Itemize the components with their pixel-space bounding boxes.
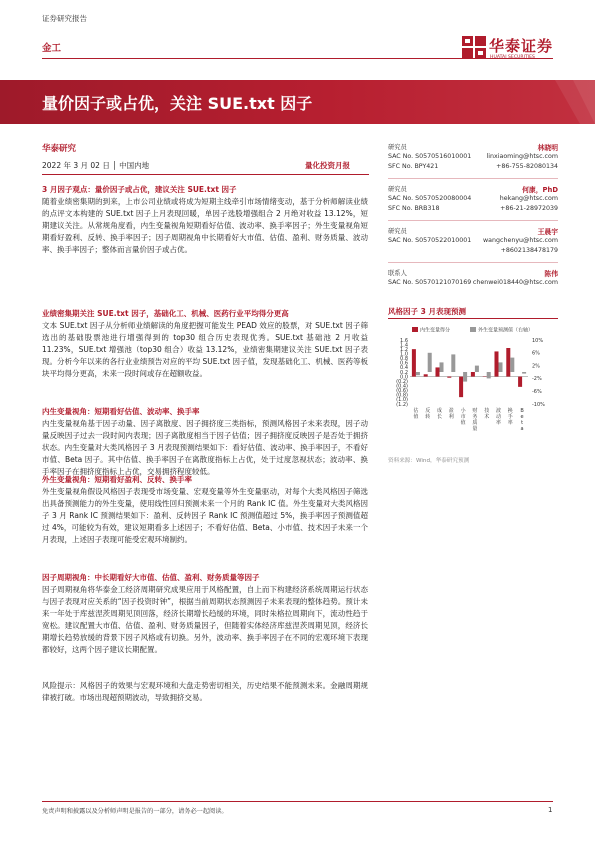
- research-org: 华泰研究: [42, 144, 77, 154]
- right-axis-tick-label: -10%: [532, 401, 545, 408]
- logo-mark-icon: [462, 36, 486, 58]
- bar-exogenous-forecast: [463, 372, 467, 382]
- analyst-sac: SAC No. S0570121070169: [388, 279, 472, 286]
- section-risk: [42, 680, 368, 704]
- title-banner: [0, 80, 595, 124]
- right-axis-tick-label: -2%: [532, 376, 542, 383]
- category-label: 小: [460, 408, 466, 414]
- banner-decoration: [535, 80, 595, 124]
- logo-text-en: HUATAI SECURITIES: [490, 55, 535, 60]
- legend-swatch-exogenous: [470, 327, 476, 332]
- analyst-divider: [388, 220, 558, 221]
- category-label: 估: [413, 408, 419, 414]
- category-label: 值: [460, 420, 466, 426]
- left-axis-tick-label: (0.2): [396, 378, 408, 385]
- bar-exogenous-forecast: [440, 362, 444, 372]
- bar-endogenous-score: [494, 351, 498, 376]
- left-axis-tick-label: 0.0: [400, 374, 408, 381]
- section-march-view: [42, 184, 368, 256]
- analyst-name: 王晨宇: [537, 228, 558, 236]
- category-label: 量: [472, 426, 478, 432]
- bar-exogenous-forecast: [487, 372, 491, 378]
- analyst-name: 陈伟: [544, 270, 558, 278]
- analyst-role: 联系人: [388, 270, 407, 277]
- category-label: t: [521, 420, 524, 426]
- left-axis-tick-label: 1.0: [400, 351, 408, 358]
- section-body: 因子周期视角将华泰金工经济周期研究成果应用于风格配置，自上而下构建经济系统周期运行状态与因子表现对应关系的“因子投资时钟”，根据当前周期状态预测因子未来表现的整体趋势。预计未来一年处于库兹涅茨周期见顶回落，经济长期增长趋缓的环境，同时朱格拉周期向下，流动性趋于宽松。建议配置大市值、估值、盈利、财务质量因子，但随着实体经济库兹涅茨周期见顶，经济长期增长趋势放缓的背景下因子风格或有切换。另外，波动率、换手率因子在不同的宏观环境下表现都较好，这两个因子建议长期配置。: [42, 585, 368, 654]
- analyst-divider: [388, 262, 558, 263]
- category-label: 术: [484, 414, 490, 420]
- category-label: 值: [413, 414, 419, 420]
- document-type-label: 证券研究报告: [42, 14, 87, 23]
- section-title: 因子周期视角：中长期看好大市值、估值、盈利、财务质量等因子: [42, 573, 260, 582]
- bar-exogenous-forecast: [510, 358, 514, 372]
- right-axis-tick-label: 2%: [532, 363, 540, 370]
- left-axis-tick-label: (1.2): [396, 401, 408, 408]
- category-label: 转: [425, 414, 431, 420]
- meta-divider: [42, 174, 369, 175]
- analyst-sac: SAC No. S0570520080004: [388, 195, 472, 202]
- analyst-sfc: SFC No. BPY421: [388, 163, 439, 170]
- analyst-role: 研究员: [388, 144, 407, 151]
- analyst-role: 研究员: [388, 228, 407, 235]
- category-label: 换: [507, 408, 513, 414]
- left-axis-tick-label: (0.4): [396, 383, 408, 390]
- section-endogenous: [42, 406, 368, 478]
- analyst-phone: +8602138478179: [500, 247, 558, 254]
- category-label: e: [520, 414, 524, 420]
- chart-source: 资料来源：Wind，华泰研究预测: [388, 458, 470, 464]
- category-label: 成: [436, 408, 443, 414]
- analyst-divider: [388, 178, 558, 179]
- category-label: 务: [472, 414, 478, 420]
- report-date: 2022 年 3 月 02 日 │ 中国内地: [42, 161, 150, 170]
- analyst-email[interactable]: linxiaoming@htsc.com: [486, 153, 558, 160]
- category-label: 金工: [42, 43, 62, 54]
- section-title: 3 月因子观点：量价因子或占优，建议关注 SUE.txt 因子: [42, 185, 237, 194]
- left-axis-tick-label: (0.6): [396, 388, 408, 395]
- bar-endogenous-score: [518, 377, 522, 387]
- bar-endogenous-score: [459, 377, 463, 398]
- analyst-sfc: SFC No. BRB318: [388, 205, 440, 212]
- section-title: 内生变量视角：短期看好估值、波动率、换手率: [42, 407, 200, 416]
- analyst-card: [388, 226, 558, 268]
- bar-endogenous-score: [506, 348, 510, 377]
- factor-forecast-chart: [388, 320, 560, 448]
- category-label: 利: [448, 414, 454, 420]
- analyst-list: [388, 142, 558, 310]
- category-label: 市: [460, 414, 466, 420]
- category-label: 长: [436, 414, 443, 420]
- analyst-sac: SAC No. S0570516010001: [388, 153, 472, 160]
- category-label: 技: [484, 408, 490, 414]
- bar-endogenous-score: [412, 349, 416, 376]
- bar-endogenous-score: [435, 367, 439, 376]
- left-axis-tick-label: 1.4: [400, 342, 408, 349]
- category-label: 盈: [448, 408, 454, 414]
- left-axis-tick-label: 1.6: [400, 337, 408, 344]
- bar-exogenous-forecast: [428, 353, 432, 372]
- analyst-email[interactable]: hekang@htsc.com: [499, 195, 558, 202]
- left-axis-tick-label: 0.4: [400, 365, 408, 372]
- section-body: 外生变量视角假设风格因子表现受市场变量、宏观变量等外生变量驱动，对每个大类风格因子筛选出具备预测能力的外生变量，使用线性回归预测未来一个月的 Rank IC 值。外生变量对大类风格因子 3 月 Rank IC 预测结果如下：盈利、反转因子 Rank IC 预测值超过 5%，换手率因子预测值超过 4%，可能较为有效，建议短期看多上述因子；不看好估值、Beta、小市值、技术因子未来一个月表现，上述因子表现可能受宏观环境制约。: [42, 487, 368, 544]
- page-number: 1: [548, 806, 553, 814]
- bar-endogenous-score: [471, 372, 475, 377]
- bar-endogenous-score: [447, 377, 451, 378]
- section-title: 外生变量视角：短期看好盈利、反转、换手率: [42, 475, 192, 484]
- analyst-phone: +86-755-82080134: [496, 163, 558, 170]
- right-axis-tick-label: 10%: [532, 337, 544, 344]
- category-label: 手: [507, 414, 513, 420]
- left-axis-tick-label: 1.2: [400, 346, 408, 353]
- analyst-email[interactable]: wangchenyu@htsc.com: [483, 237, 558, 244]
- left-axis-tick-label: 0.2: [400, 369, 408, 376]
- analyst-role: 研究员: [388, 186, 407, 193]
- chart-title-divider: [388, 318, 558, 319]
- left-axis-tick-label: (1.0): [396, 397, 408, 404]
- section-title: 业绩密集期关注 SUE.txt 因子，基础化工、机械、医药行业平均得分更高: [42, 309, 289, 318]
- huatai-logo: [462, 34, 562, 64]
- footer-disclaimer: 免责声明和披露以及分析师声明是报告的一部分，请务必一起阅读。: [42, 808, 228, 815]
- analyst-card: [388, 184, 558, 226]
- category-label: 率: [507, 420, 513, 426]
- section-body: 随着业绩密集期的到来，上市公司业绩或将成为短期主线牵引市场情绪变动，基于分析师解读业绩的点评文本构建的 SUE.txt 因子上月表现回暖，单因子选股增强组合 2 月绝对收益 13.12%，短期建议关注。从常规角度看，内生变量视角短期看好估值、波动率、换手率因子；外生变量视角短期看好盈利、反转、换手率因子；因子周期视角中长期看好大市值、估值、盈利、财务质量、波动率、换手率因子；整体而言量价因子或占优。: [42, 197, 368, 254]
- risk-warning: 风险提示：风格因子的效果与宏观环境和大盘走势密切相关，历史结果不能预测未来。金融周期规律被打破。市场出现超预期波动，导致拥挤交易。: [42, 681, 368, 702]
- analyst-card: [388, 142, 558, 184]
- analyst-sac: SAC No. S0570522010001: [388, 237, 472, 244]
- bar-exogenous-forecast: [522, 372, 526, 374]
- category-label: a: [520, 426, 524, 432]
- bar-exogenous-forecast: [475, 366, 479, 372]
- section-sue-txt: [42, 308, 368, 380]
- logo-text-cn: 华泰证券: [489, 37, 554, 55]
- category-label: B: [520, 408, 524, 414]
- footer-divider: [42, 801, 553, 802]
- category-label: 率: [495, 420, 502, 426]
- bar-exogenous-forecast: [416, 372, 420, 375]
- category-label: 反: [425, 408, 431, 414]
- legend-swatch-endogenous: [412, 327, 418, 332]
- bar-exogenous-forecast: [451, 354, 455, 372]
- legend-label-endogenous: 内生变量得分: [420, 327, 451, 334]
- category-label: 财: [472, 408, 478, 414]
- section-exogenous: [42, 474, 368, 546]
- bar-exogenous-forecast: [499, 362, 503, 372]
- analyst-name: 林晓明: [537, 144, 558, 152]
- category-label: 波: [495, 408, 502, 414]
- left-axis-tick-label: 0.6: [400, 360, 408, 367]
- section-body: 内生变量视角基于因子动量、因子离散度、因子拥挤度三类指标，预测风格因子未来表现，因子动量反映因子过去一段时间内表现；因子离散度相当于因子估值；因子拥挤度反映因子是否处于拥挤状态。内生变量对大类风格因子 3 月表现预测结果如下：看好估值、波动率、换手率因子，不看好市值、Beta 因子。其中估值、换手率因子在离散度指标上占优，处于过度忽视状态；波动率、换手率因子在拥挤度指标上占优，交易拥挤程度较低。: [42, 419, 368, 476]
- right-axis-tick-label: -6%: [532, 389, 542, 395]
- analyst-email[interactable]: chenwei018440@htsc.com: [472, 279, 558, 286]
- category-label: 质: [472, 420, 478, 426]
- left-axis-tick-label: (0.8): [396, 392, 408, 399]
- section-factor-cycle: [42, 572, 368, 656]
- left-axis-tick-label: 0.8: [400, 356, 408, 363]
- analyst-card: [388, 268, 558, 310]
- bar-endogenous-score: [424, 374, 428, 376]
- section-body: 文本 SUE.txt 因子从分析师业绩解读的角度把握可能发生 PEAD 效应的股票，对 SUE.txt 因子筛选出的基础股票池进行增强得到的 top30 组合历史表现优秀。SUE.txt 基础池 2 月收益 11.23%，SUE.txt 增强池（top30 组合）收益 13.12%，业绩密集期建议关注 SUE.txt 因子表现。分析今年以来的各行业业绩预告对应的平均 SUE.txt 因子值，发现基础化工、机械、医药等板块平均得分更高，未来一段时间或存在超额收益。: [42, 321, 368, 378]
- right-axis-tick-label: 6%: [532, 350, 540, 357]
- analyst-name: 何康，PhD: [522, 186, 558, 194]
- analyst-phone: +86-21-28972039: [500, 205, 558, 212]
- category-label: 动: [495, 414, 502, 420]
- chart-title: 风格因子 3 月表现预测: [388, 307, 466, 316]
- report-title: 量价因子或占优，关注 SUE.txt 因子: [42, 94, 313, 113]
- legend-label-exogenous: 外生变量预测值（右轴）: [478, 327, 534, 334]
- report-type: 量化投资月报: [305, 161, 350, 170]
